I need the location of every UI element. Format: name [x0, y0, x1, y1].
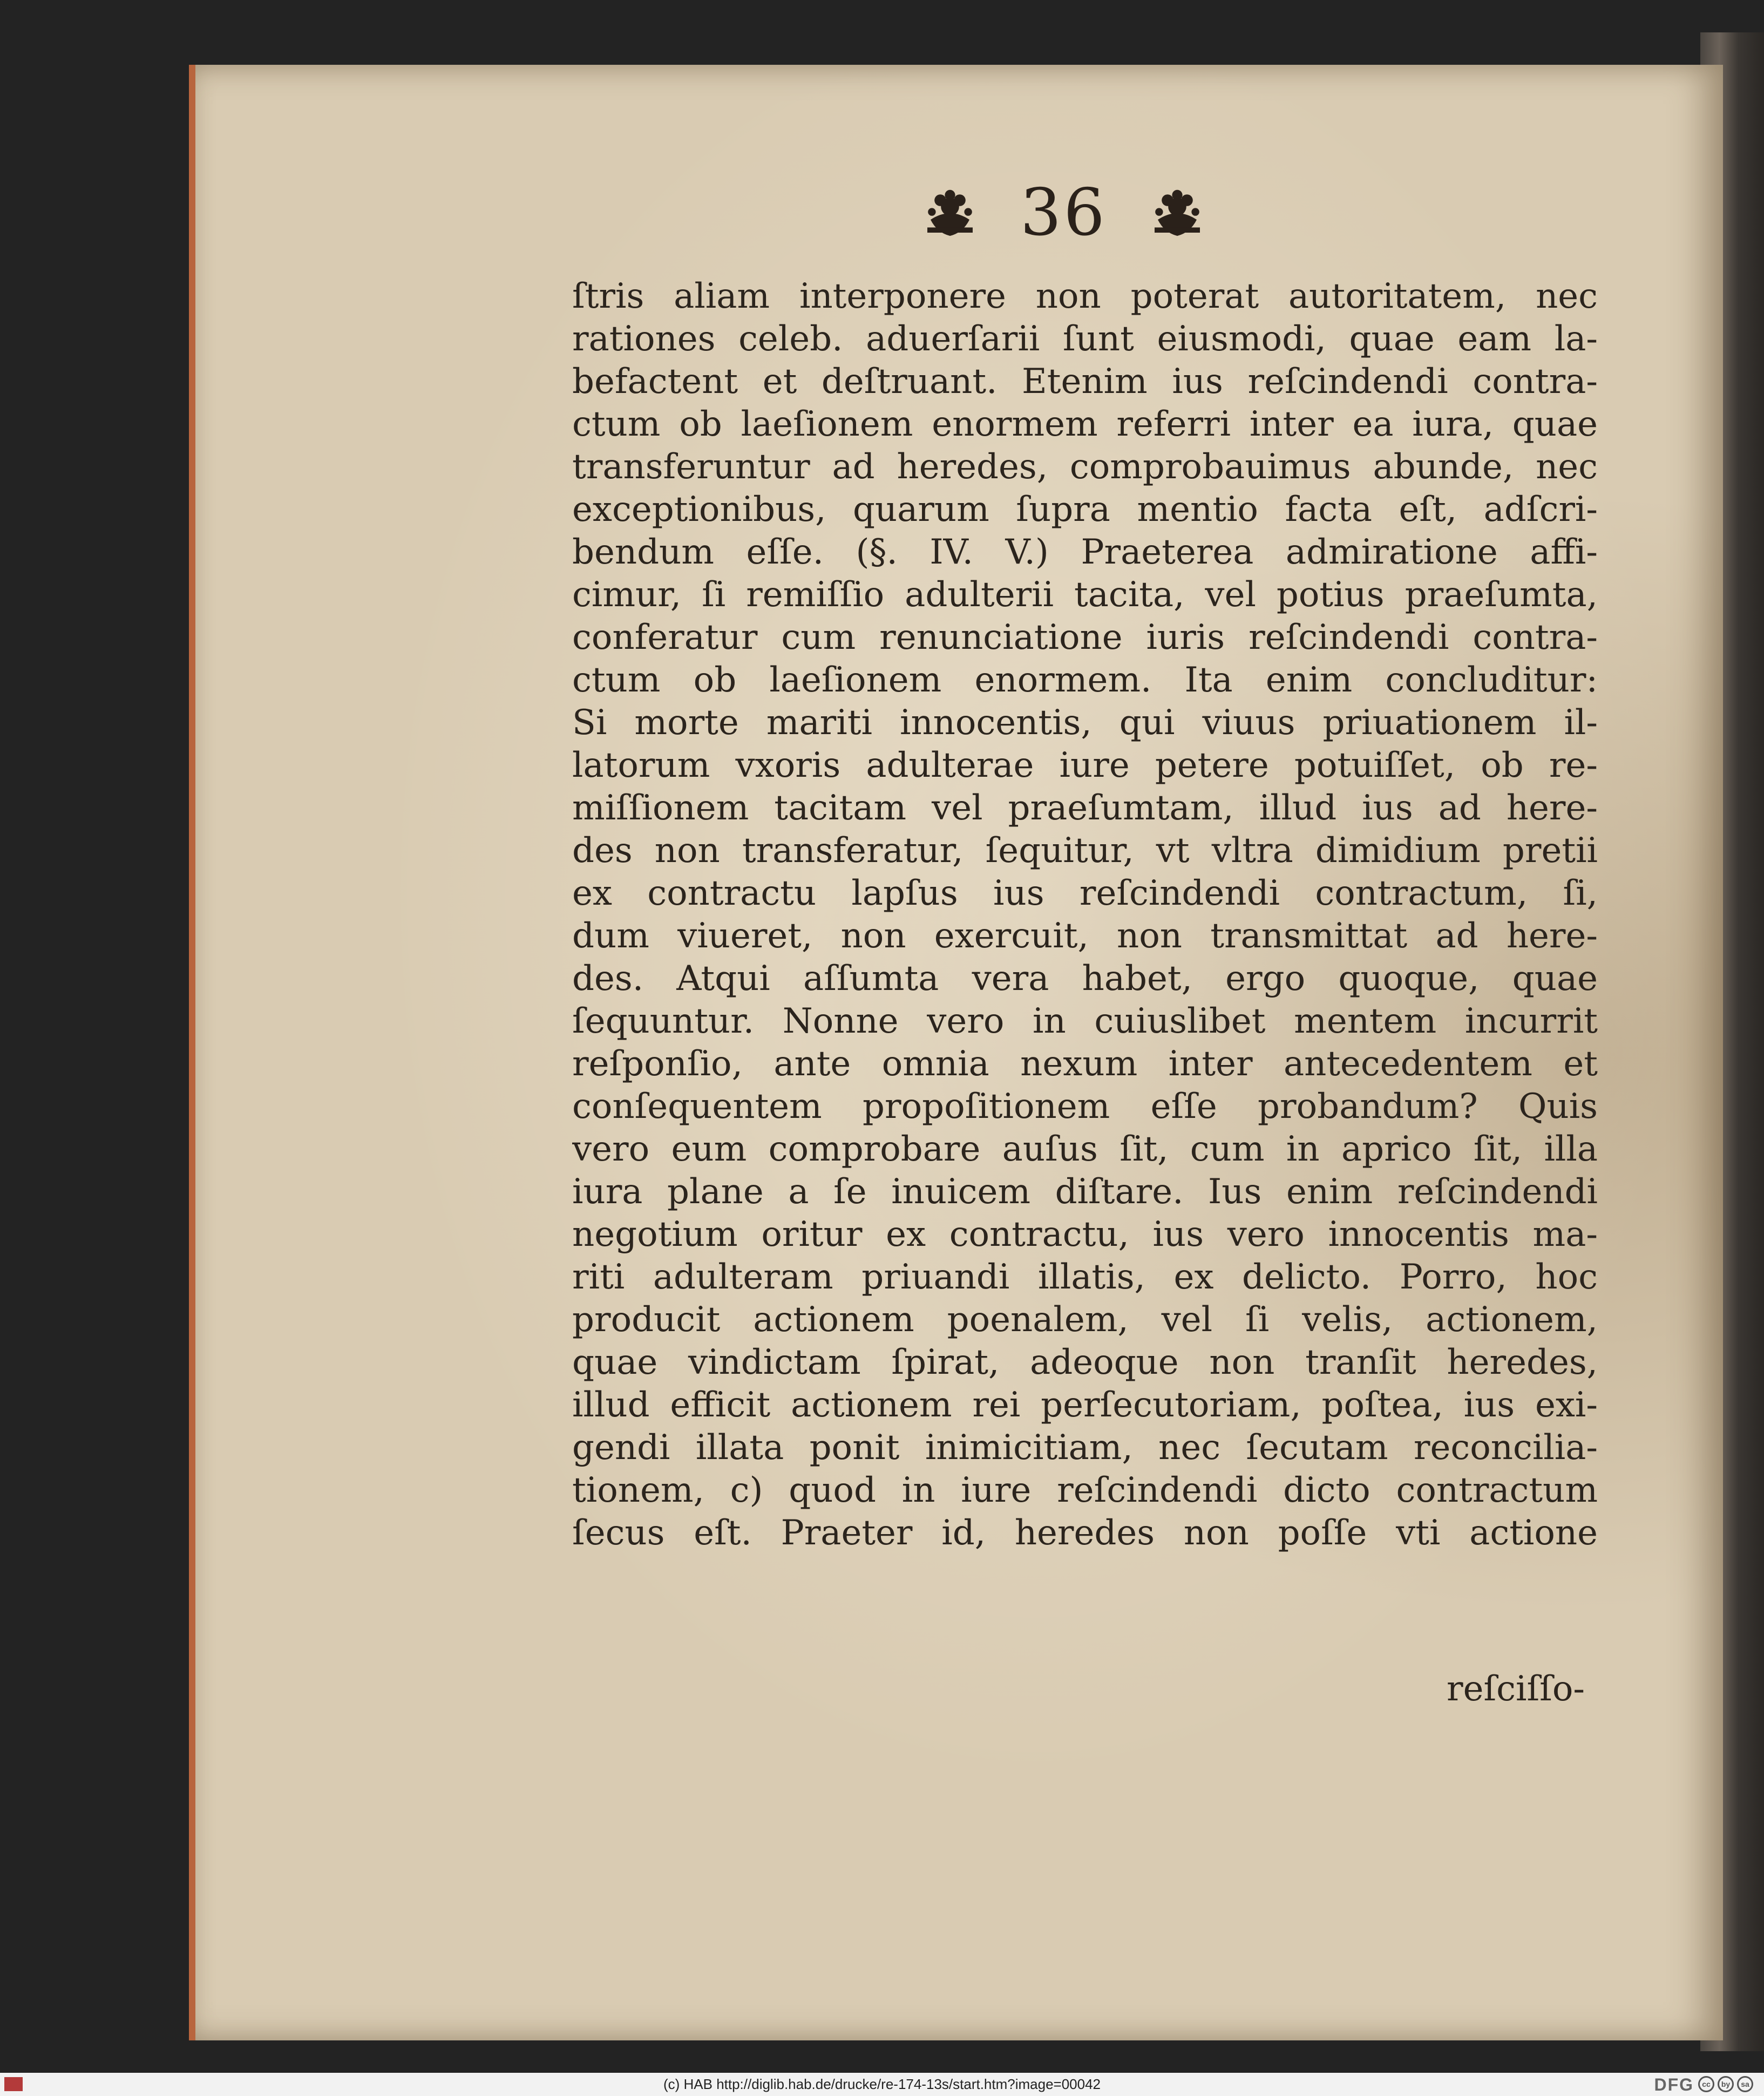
text-line: latorum vxoris adulterae iure petere potuiſſet, ob re- [572, 745, 1598, 785]
text-line: dum viueret, non exercuit, non transmittat ad here- [572, 916, 1598, 956]
page-number: 36 [1020, 175, 1107, 250]
text-line: vero eum comprobare auſus ſit, cum in aprico ſit, illa [572, 1129, 1598, 1169]
cc-icon: cc [1698, 2076, 1714, 2092]
catchword: reſciſſo- [1447, 1669, 1585, 1709]
text-line: exceptionibus, quarum ſupra mentio facta eſt, adſcri- [572, 490, 1598, 530]
text-line: conſequentem propoſitionem eſſe probandum? Quis [572, 1087, 1598, 1127]
text-line: iura plane a ſe inuicem diſtare. Ius enim reſcindendi [572, 1172, 1598, 1212]
text-line: ſtris aliam interponere non poterat autoritatem, nec [572, 276, 1598, 316]
text-line: des non transferatur, ſequitur, vt vltra dimidium pretii [572, 831, 1598, 871]
sa-icon: sa [1737, 2076, 1753, 2092]
text-line: riti adulteram priuandi illatis, ex delicto. Porro, hoc [572, 1257, 1598, 1297]
text-line: ex contractu lapſus ius reſcindendi contractum, ſi, [572, 873, 1598, 913]
flower-ornament-icon [918, 181, 982, 246]
text-line: producit actionem poenalem, vel ſi velis, actionem, [572, 1300, 1598, 1340]
text-line: ctum ob laeſionem enormem. Ita enim concluditur: [572, 660, 1598, 700]
text-line: negotium oritur ex contractu, ius vero innocentis ma- [572, 1215, 1598, 1254]
text-line: transferuntur ad heredes, comprobauimus abunde, nec [572, 447, 1598, 487]
text-line: rationes celeb. aduerſarii ſunt eiusmodi, quae eam la- [572, 319, 1598, 359]
text-line: ſecus eſt. Praeter id, heredes non poſſe vti actione [572, 1513, 1598, 1553]
text-line: conferatur cum renunciatione iuris reſcindendi contra- [572, 618, 1598, 657]
text-line: miſſionem tacitam vel praeſumtam, illud ius ad here- [572, 788, 1598, 828]
flower-ornament-icon [1145, 181, 1210, 246]
text-line: gendi illata ponit inimicitiam, nec ſecutam reconcilia- [572, 1428, 1598, 1468]
text-line: ſequuntur. Nonne vero in cuiuslibet mentem incurrit [572, 1001, 1598, 1041]
text-line: bendum eſſe. (§. IV. V.) Praeterea admiratione affi- [572, 532, 1598, 572]
body-text [572, 275, 1598, 1555]
text-line: illud efficit actionem rei perſecutoriam, poſtea, ius exi- [572, 1385, 1598, 1425]
text-line: ctum ob laeſionem enormem referri inter ea iura, quae [572, 404, 1598, 444]
text-line: cimur, ſi remiſſio adulterii tacita, vel potius praeſumta, [572, 575, 1598, 615]
text-line: quae vindictam ſpirat, adeoque non tranſit heredes, [572, 1342, 1598, 1382]
viewer-footer [0, 2073, 1764, 2096]
text-line: Si morte mariti innocentis, qui viuus priuationem il- [572, 703, 1598, 743]
license-badges [1698, 2076, 1753, 2092]
dfg-logo: DFG [1654, 2075, 1694, 2094]
text-line: des. Atqui aſſumta vera habet, ergo quoque, quae [572, 959, 1598, 999]
text-line: reſponſio, ante omnia nexum inter antecedentem et [572, 1044, 1598, 1084]
page-header [918, 175, 1210, 250]
text-line: tionem, c) quod in iure reſcindendi dicto contractum [572, 1470, 1598, 1510]
text-line: befactent et deſtruant. Etenim ius reſcindendi contra- [572, 362, 1598, 402]
footer-credit: (c) HAB http://diglib.hab.de/drucke/re-174-13s/start.htm?image=00042 [663, 2076, 1101, 2092]
by-icon: by [1718, 2076, 1734, 2092]
